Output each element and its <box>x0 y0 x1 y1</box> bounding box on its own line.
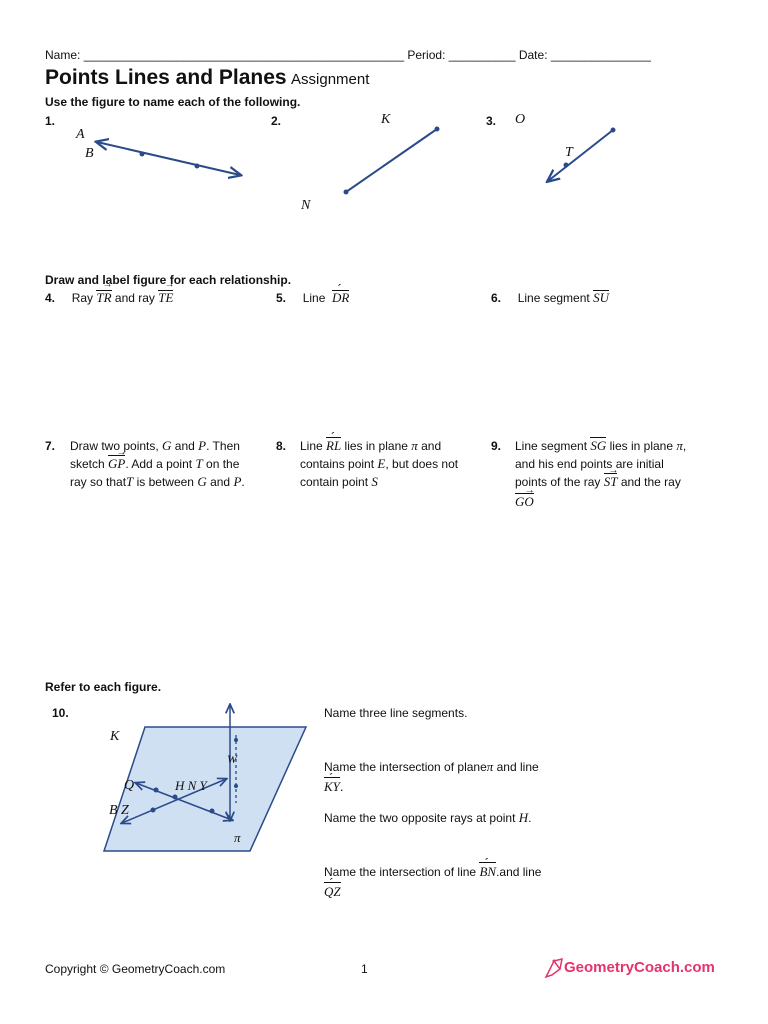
question-10c <box>324 810 532 826</box>
question-10d <box>324 862 541 902</box>
problem-4-number: 4. <box>45 291 56 305</box>
name-label: Name: <box>45 48 81 62</box>
p9-pi: π <box>676 438 683 453</box>
question-10b <box>324 757 539 797</box>
problem-9-line-3 <box>515 473 686 491</box>
p8-line: Line <box>300 439 323 453</box>
fig10-label-q: Q <box>124 778 135 793</box>
p7-point-p-2: P <box>233 474 242 489</box>
fig10-label-w: W <box>227 752 237 766</box>
fig2-label-k: K <box>381 112 391 127</box>
section2-heading: Draw and label figure for each relationship. <box>45 273 292 287</box>
p8-lies-in: lies in plane <box>344 439 408 453</box>
fig2-segment <box>346 129 437 192</box>
problem-5-text: Line <box>302 291 326 305</box>
problem-7-text <box>70 437 245 491</box>
q10d-and-line: .and line <box>496 865 542 879</box>
question-10d-line-1 <box>324 862 541 882</box>
problem-10-number: 10. <box>52 706 69 720</box>
fig10-point-b <box>151 808 156 813</box>
question-10b-line-2 <box>324 777 539 797</box>
q10b-and-line: and line <box>496 760 539 774</box>
fig10-point-w-top <box>234 738 238 742</box>
line-dr: DR ´ <box>332 290 349 306</box>
problem-2-number: 2. <box>271 114 282 128</box>
date-label: Date: <box>518 48 548 62</box>
fig10-label-hny: H N Y <box>175 778 207 793</box>
fig10-point-n <box>210 809 215 814</box>
p9-segment-sg: SG <box>590 438 607 453</box>
p7-and-2: and <box>210 475 231 489</box>
p7-so-that: ray so that <box>70 475 127 489</box>
p7-then: . Then <box>206 439 240 453</box>
p7-dot: . <box>241 475 245 489</box>
problem-9-number: 9. <box>491 439 502 453</box>
fig10-label-pi: π <box>234 830 241 845</box>
question-10d-line-2 <box>324 882 541 902</box>
fig10-point-h <box>173 795 178 800</box>
q10c-dot: . <box>528 811 532 825</box>
p7-point-g: G <box>162 438 172 453</box>
footer-page-number: 1 <box>361 962 368 976</box>
footer-copyright: Copyright © GeometryCoach.com <box>45 962 226 976</box>
p7-sketch: sketch <box>70 457 105 471</box>
p7-ray-gp: GP → <box>108 455 125 473</box>
p8-pi: π <box>411 438 418 453</box>
footer-logo[interactable] <box>543 955 723 981</box>
q10b-pi: π <box>486 759 494 774</box>
period-blank[interactable]: __________ <box>448 48 516 62</box>
p8-contains: contains point <box>300 457 375 471</box>
fig2-point-k <box>435 127 440 132</box>
fig10-point-w-bottom <box>234 784 238 788</box>
fig2-label-n: N <box>301 198 311 213</box>
p7-point-g-2: G <box>197 474 207 489</box>
p7-add: . Add a point <box>125 457 193 471</box>
q10d-text: Name the intersection of line <box>324 865 477 879</box>
problem-9-line-1 <box>515 437 686 455</box>
fig3-point-t <box>564 163 569 168</box>
p8-and: and <box>421 439 442 453</box>
q10b-dot: . <box>339 779 344 794</box>
page-subtitle: Assignment <box>291 71 370 88</box>
q10b-line-ky: KY ´ <box>324 777 340 796</box>
section3-heading: Refer to each figure. <box>45 680 162 694</box>
p7-point-t: T <box>195 456 203 471</box>
p9-points-of-ray: points of the ray <box>515 475 601 489</box>
problem-6 <box>491 290 609 306</box>
p7-point-t-2: T <box>126 474 134 489</box>
problem-9-line-4 <box>515 493 686 511</box>
section1-heading: Use the figure to name each of the following. <box>45 95 301 109</box>
fig1-point-b <box>195 164 200 169</box>
fig1-point-a <box>140 152 145 157</box>
p9-ray-st: ST → <box>604 473 618 491</box>
fig10-label-bz: B Z <box>109 803 129 818</box>
p8-line-rl: RL ´ <box>326 437 341 455</box>
problem-8-number: 8. <box>276 439 287 453</box>
fig1-label-a: A <box>76 127 85 142</box>
fig1-label-b: B <box>85 146 94 161</box>
problem-4-text-b: and ray <box>114 291 155 305</box>
fig1-line <box>97 142 240 175</box>
p9-ray-go: GO → <box>515 493 534 511</box>
footer-logo-text: GeometryCoach.com <box>564 959 715 976</box>
problem-7-line-2 <box>70 455 245 473</box>
q10d-line-qz: QZ ´ <box>324 882 341 901</box>
fig10-point-q <box>154 788 159 793</box>
problem-6-text: Line segment <box>517 291 590 305</box>
p7-and: and <box>174 439 195 453</box>
geometrycoach-logo-icon <box>543 955 565 981</box>
question-10b-line-1 <box>324 757 539 777</box>
problem-8-line-2 <box>300 455 458 473</box>
p7-text-1: Draw two points, <box>70 439 159 453</box>
problem-3-number: 3. <box>486 114 497 128</box>
problem-7-line-1 <box>70 437 245 455</box>
ray-te: TE → <box>158 290 173 306</box>
problem-4 <box>45 290 173 306</box>
page-title: Points Lines and Planes <box>45 66 287 89</box>
problem-6-number: 6. <box>491 291 502 305</box>
problem-1-number: 1. <box>45 114 56 128</box>
problem-5 <box>276 290 349 306</box>
fig3-label-t: T <box>565 145 573 160</box>
q10b-text: Name the intersection of plane <box>324 760 487 774</box>
p8-point-s: S <box>371 474 378 489</box>
fig10-label-k: K <box>110 729 120 744</box>
p9-and-ray: and the ray <box>620 475 681 489</box>
period-label: Period: <box>407 48 446 62</box>
p7-on-the: on the <box>206 457 240 471</box>
name-blank[interactable]: ________________________________________________ <box>83 48 405 62</box>
p8-contain-point: contain point <box>300 475 369 489</box>
segment-su: SU <box>593 290 609 305</box>
problem-7-line-3 <box>70 473 245 491</box>
p9-lies-in: lies in plane <box>609 439 673 453</box>
problem-7-number: 7. <box>45 439 56 453</box>
fig3-ray <box>548 130 613 181</box>
problem-9-text <box>515 437 686 511</box>
p8-point-e: E <box>377 456 386 471</box>
ray-tr: TR → <box>96 290 111 306</box>
p7-point-p: P <box>198 438 207 453</box>
problem-5-number: 5. <box>276 291 287 305</box>
q10c-text: Name the two opposite rays at point <box>324 811 516 825</box>
q10d-line-bn: BN ´ <box>479 862 496 881</box>
p7-between: is between <box>136 475 194 489</box>
p8-but-not: , but does not <box>385 457 459 471</box>
p9-segment: Line segment <box>515 439 588 453</box>
problem-8-line-1 <box>300 437 458 455</box>
q10c-point-h: H <box>518 810 529 825</box>
question-10a: Name three line segments. <box>324 706 468 720</box>
p9-comma: , <box>682 439 687 453</box>
problem-8-line-3 <box>300 473 458 491</box>
problem-9-line-2: and his end points are initial <box>515 457 664 471</box>
date-blank[interactable]: _______________ <box>550 48 651 62</box>
problem-8-text <box>300 437 458 491</box>
problem-4-text-a: Ray <box>71 291 94 305</box>
fig2-point-n <box>344 190 349 195</box>
fig3-point-o <box>611 128 616 133</box>
fig3-label-o: O <box>515 112 526 127</box>
